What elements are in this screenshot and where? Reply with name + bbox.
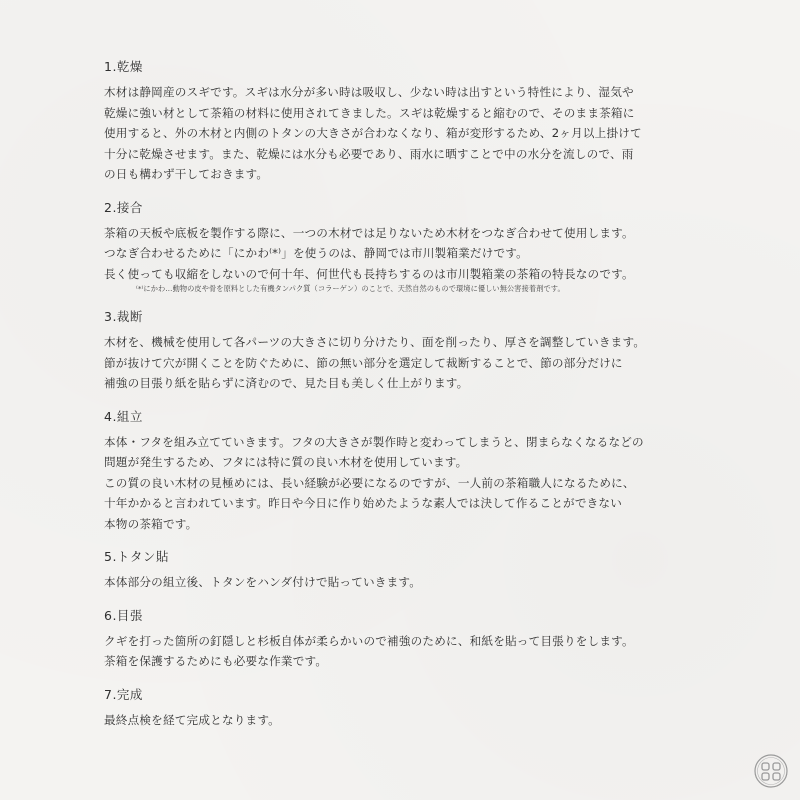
section-body-line: 本体・フタを組み立てていきます。フタの大きさが製作時と変わってしまうと、閉まらなくなるなどの xyxy=(104,434,644,449)
section-heading: 2.接合 xyxy=(104,199,143,215)
section-body-line: 長く使っても収縮をしないので何十年、何世代も長持ちするのは市川製箱業の茶箱の特長なのです。 xyxy=(104,266,634,281)
section-2 xyxy=(104,199,704,295)
section-body-line: 乾燥に強い材として茶箱の材料に使用されてきました。スギは乾燥すると縮むので、そのまま茶箱に xyxy=(104,105,635,120)
section-6 xyxy=(104,607,704,672)
section-body-line: 本体部分の組立後、トタンをハンダ付けで貼っていきます。 xyxy=(104,575,422,589)
section-7 xyxy=(104,686,704,731)
section-body-line: 問題が発生するため、フタには特に質の良い木材を使用しています。 xyxy=(104,455,468,469)
section-body-line: 補強の目張り紙を貼らずに済むので、見た目も美しく仕上がります。 xyxy=(104,376,469,390)
section-body-line: 茶箱の天板や底板を製作する際に、一つの木材では足りないため木材をつなぎ合わせて使用します。 xyxy=(104,225,634,240)
section-body-line: 本物の茶箱です。 xyxy=(104,516,198,531)
section-body-line: この質の良い木材の見極めには、長い経験が必要になるのですが、一人前の茶箱職人になるために、 xyxy=(104,475,635,490)
brand-logo-icon xyxy=(754,754,788,788)
section-body-line: クギを打った箇所の釘隠しと杉板自体が柔らかいので補強のために、和紙を貼って目張りをします。 xyxy=(104,633,634,648)
section-body-line: の日も構わず干しておきます。 xyxy=(104,167,269,181)
section-body-line: 使用すると、外の木材と内側のトタンの大きさが合わなくなり、箱が変形するため、2ヶ月以上掛けて xyxy=(104,126,642,140)
section-4 xyxy=(104,408,704,535)
section-1 xyxy=(104,58,704,185)
footnote: ⁽*⁾にかわ…動物の皮や骨を原料とした有機タンパク質（コラーゲン）のことで、天然自然のもので環境に優しい無公害接着剤です。 xyxy=(136,284,565,293)
section-heading: 7.完成 xyxy=(104,686,143,702)
section-heading: 5.トタン貼 xyxy=(104,549,169,564)
section-body-line: 十年かかると言われています。昨日や今日に作り始めたような素人では決して作ることができない xyxy=(104,496,623,510)
document-content xyxy=(104,58,704,744)
section-body-line: 十分に乾燥させます。また、乾燥には水分も必要であり、雨水に晒すことで中の水分を流しので、雨 xyxy=(104,146,634,161)
section-heading: 6.目張 xyxy=(104,607,143,623)
section-5 xyxy=(104,548,704,593)
section-body-line: 木材は静岡産のスギです。スギは水分が多い時は吸収し、少ない時は出すという特性により、湿気や xyxy=(104,85,634,99)
section-heading: 3.裁断 xyxy=(104,309,143,324)
section-body-line: 茶箱を保護するためにも必要な作業です。 xyxy=(104,654,328,668)
section-body-line: 節が抜けて穴が開くことを防ぐために、節の無い部分を選定して裁断することで、節の部分だけに xyxy=(104,355,623,370)
section-body-line: つなぎ合わせるために「にかわ⁽*⁾」を使うのは、静岡では市川製箱業だけです。 xyxy=(104,246,528,260)
section-heading: 1.乾燥 xyxy=(104,59,143,74)
section-3 xyxy=(104,308,704,394)
section-body-line: 木材を、機械を使用して各パーツの大きさに切り分けたり、面を削ったり、厚さを調整していきます。 xyxy=(104,335,646,349)
section-heading: 4.組立 xyxy=(104,408,143,424)
section-body-line: 最終点検を経て完成となります。 xyxy=(104,712,280,727)
